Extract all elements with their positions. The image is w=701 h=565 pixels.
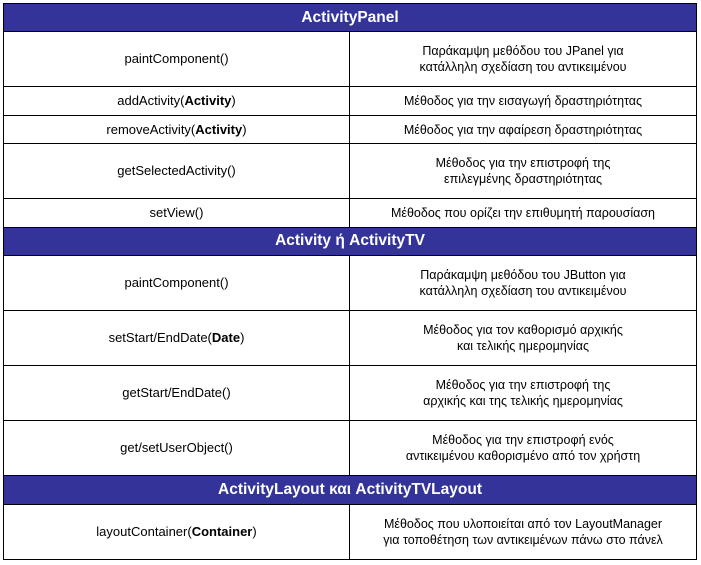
description-cell: Μέθοδος για την αφαίρεση δραστηριότητας — [350, 115, 697, 143]
description-cell: Μέθοδος για την εισαγωγή δραστηριότητας — [350, 87, 697, 115]
method-cell: setStart/EndDate(Date) — [4, 311, 350, 366]
table-row — [4, 421, 697, 476]
description-cell: Μέθοδος για τον καθορισμό αρχικής και τελικής ημερομηνίας — [350, 311, 697, 366]
description-cell: Παράκαμψη μεθόδου του JPanel για κατάλληλη σχεδίαση του αντικειμένου — [350, 32, 697, 87]
method-cell: getSelectedActivity() — [4, 144, 350, 199]
table-row — [4, 199, 697, 227]
table-row — [4, 366, 697, 421]
description-cell: Μέθοδος που υλοποιείται από τον LayoutManager για τοποθέτηση των αντικειμένων πάνω στο πάνελ — [350, 504, 697, 559]
section-header-activitypanel — [4, 4, 697, 32]
table-row — [4, 32, 697, 87]
description-cell: Μέθοδος που ορίζει την επιθυμητή παρουσίαση — [350, 199, 697, 227]
table-row — [4, 144, 697, 199]
methods-table — [3, 3, 697, 560]
method-cell: setView() — [4, 199, 350, 227]
method-cell: removeActivity(Activity) — [4, 115, 350, 143]
section-title: ActivityLayout και ActivityTVLayout — [4, 476, 697, 504]
section-header-activitylayout — [4, 476, 697, 504]
description-cell: Μέθοδος για την επιστροφή της επιλεγμένης δραστηριότητας — [350, 144, 697, 199]
method-cell: paintComponent() — [4, 32, 350, 87]
table-row — [4, 87, 697, 115]
method-cell: layoutContainer(Container) — [4, 504, 350, 559]
method-cell: getStart/EndDate() — [4, 366, 350, 421]
method-cell: addActivity(Activity) — [4, 87, 350, 115]
description-cell: Μέθοδος για την επιστροφή ενός αντικειμένου καθορισμένο από τον χρήστη — [350, 421, 697, 476]
table-row — [4, 115, 697, 143]
table-row — [4, 504, 697, 559]
table-row — [4, 256, 697, 311]
method-cell: get/setUserObject() — [4, 421, 350, 476]
section-title: Activity ή ActivityTV — [4, 227, 697, 255]
section-header-activity — [4, 227, 697, 255]
table-row — [4, 311, 697, 366]
description-cell: Παράκαμψη μεθόδου του JButton για κατάλληλη σχεδίαση του αντικειμένου — [350, 256, 697, 311]
section-title: ActivityPanel — [4, 4, 697, 32]
description-cell: Μέθοδος για την επιστροφή της αρχικής και της τελικής ημερομηνίας — [350, 366, 697, 421]
method-cell: paintComponent() — [4, 256, 350, 311]
